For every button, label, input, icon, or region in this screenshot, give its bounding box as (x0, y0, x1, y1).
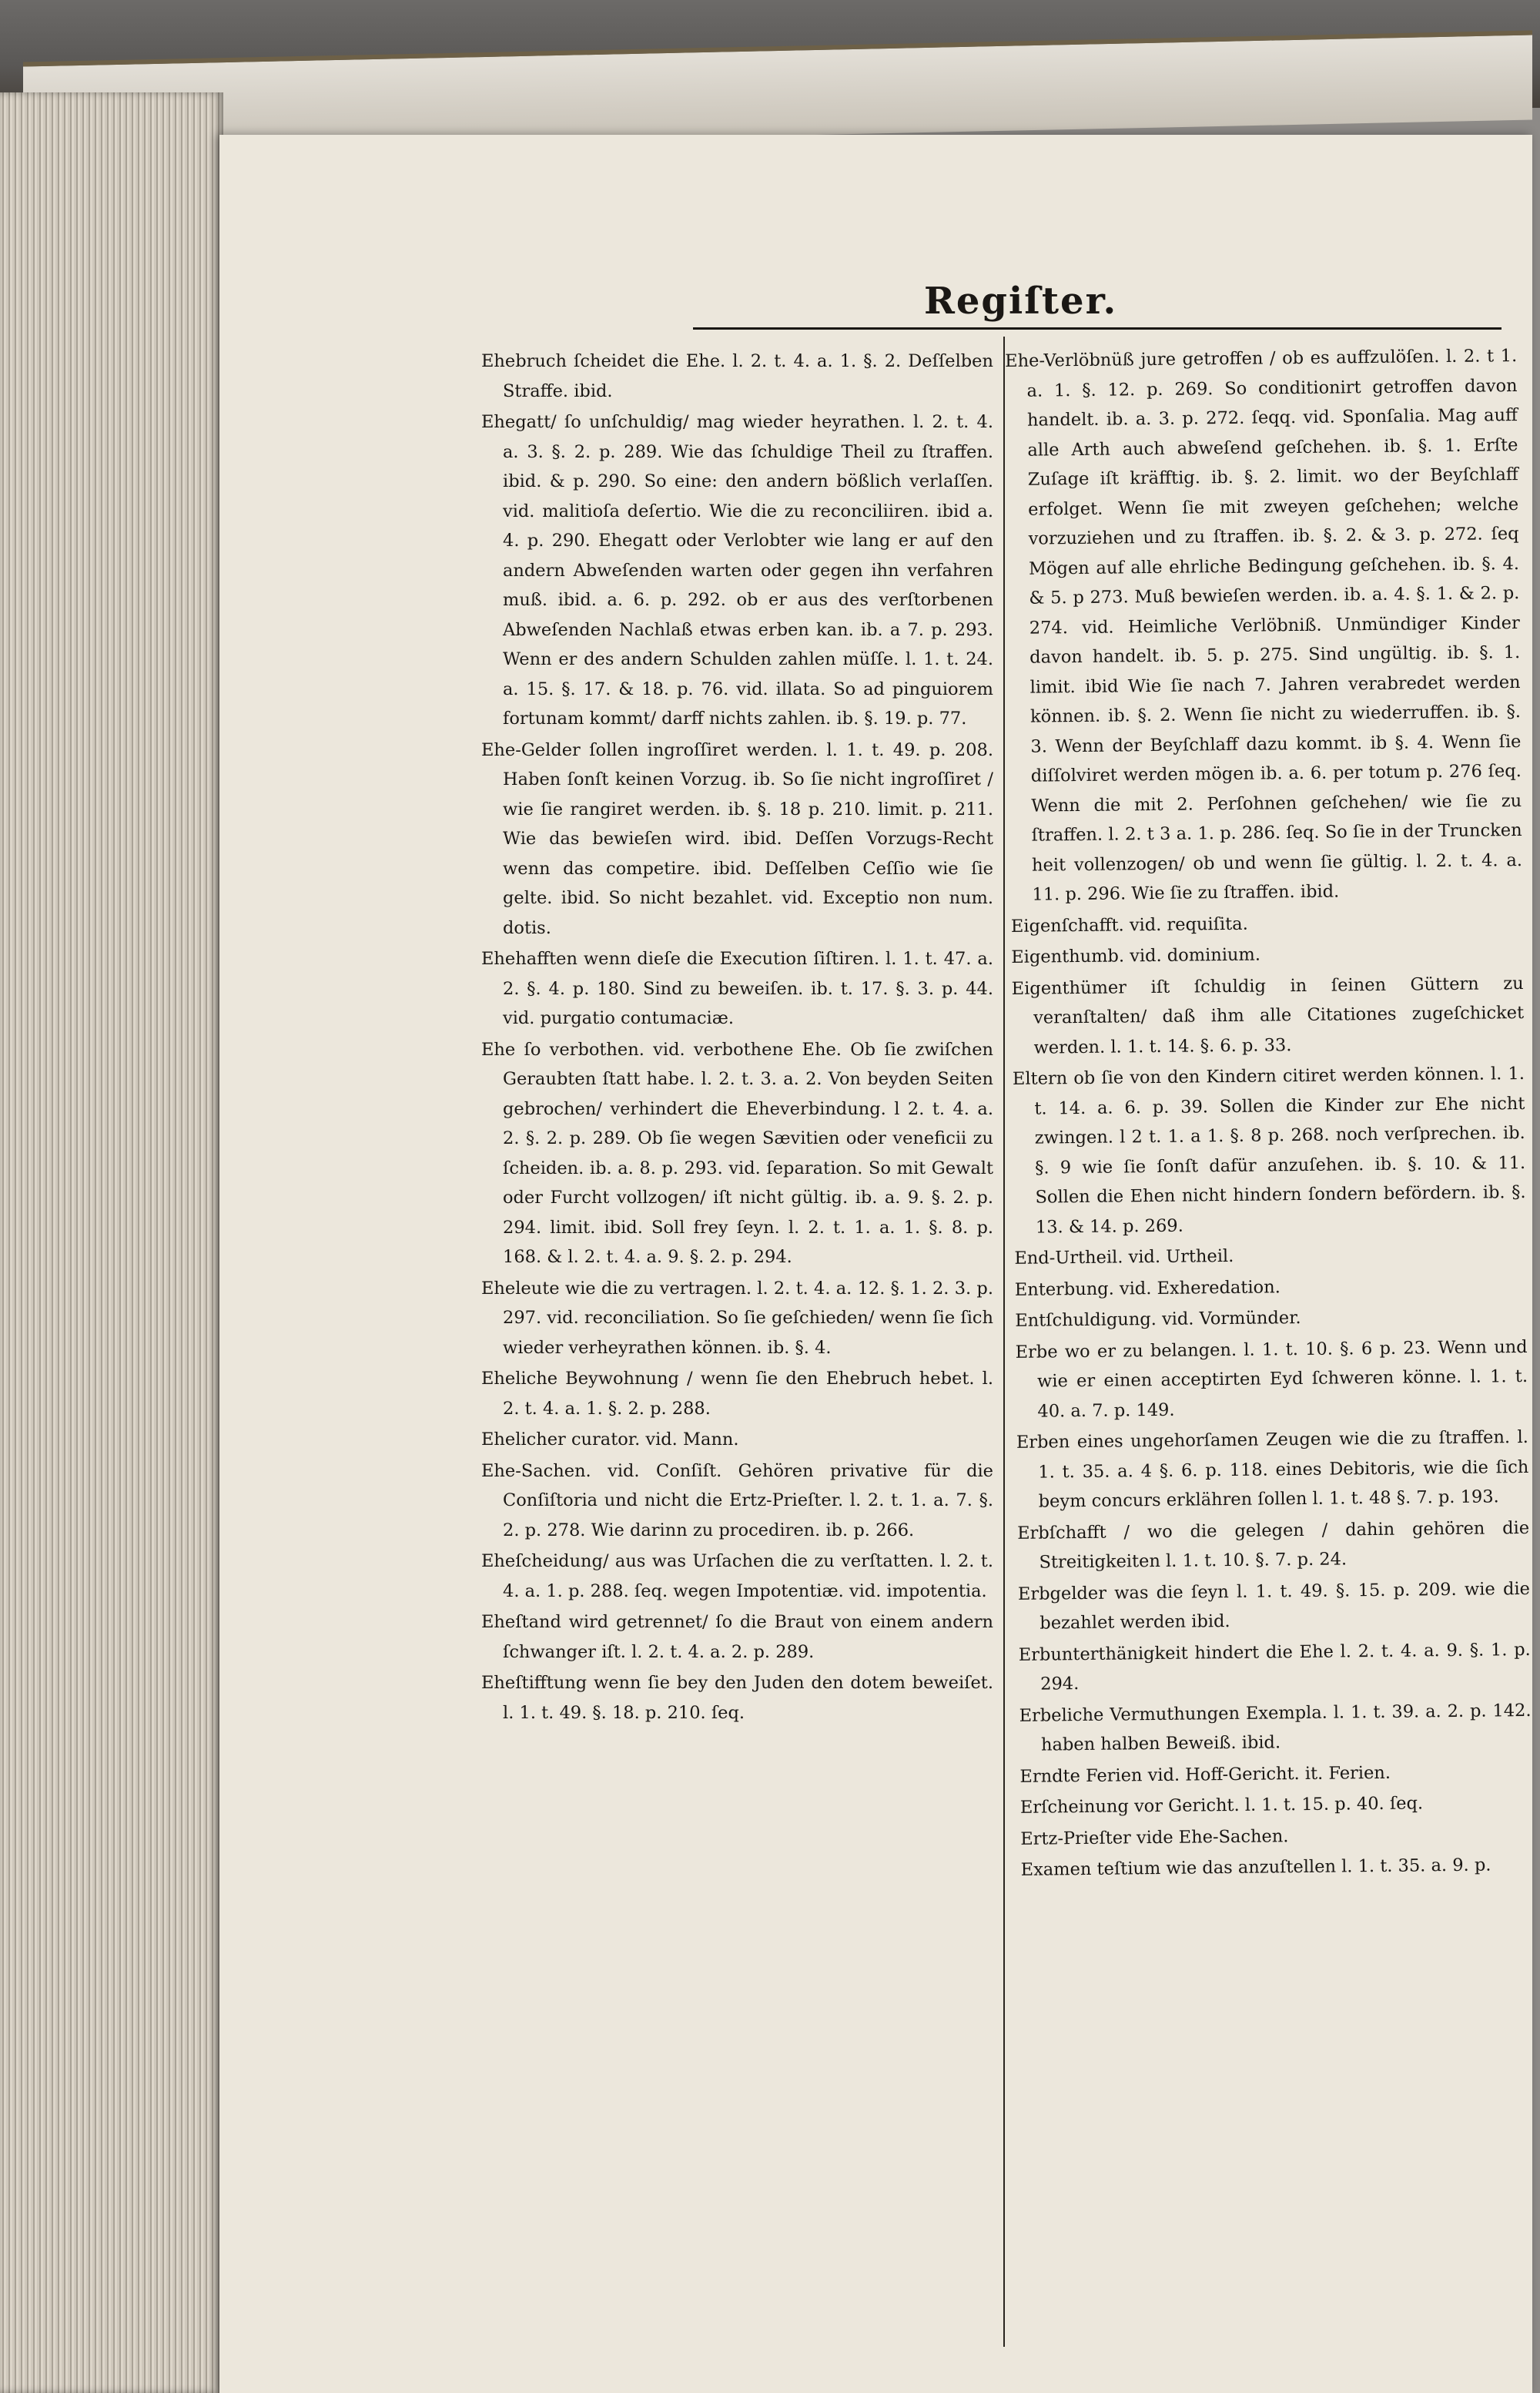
index-entry: Entſchuldigung. vid. Vormünder. (1015, 1308, 1301, 1331)
index-entry: Ehe-Gelder ſollen ingroſſiret werden. l. 1. t. 49. p. 208. Haben ſonſt keinen Vorzug. ib. So ſie nicht ingroſſiret / wie ſie rangiret werden. ib. §. 18 p. 210. limit. p. 211. Wie das bewieſen wird. ibid. Deſſen Vorzugs-Recht wenn das competire. ibid. Deſſelben Ceſſio wie ſie gelte. ibid. So nicht bezahlet. vid. Exceptio non num. dotis. (481, 739, 993, 938)
index-entry: Eheleute wie die zu vertragen. l. 2. t. 4. a. 12. §. 1. 2. 3. p. 297. vid. reconciliation. So ſie geſchieden/ wenn ſie ſich wieder verheyrathen können. ib. §. 4. (481, 1278, 993, 1358)
index-entry: Ertz-Prieſter vide Ehe-Sachen. (1020, 1825, 1289, 1849)
index-entry: Ehegatt/ ſo unſchuldig/ mag wieder heyrathen. l. 2. t. 4. a. 3. §. 2. p. 289. Wie das ſchuldige Theil zu ſtraffen. ibid. & p. 290. So eine: den andern bößlich verlaſſen. vid. malitioſa deſertio. Wie die zu reconciliiren. ibid a. 4. p. 290. Ehegatt oder Verlobter wie lang er auf den andern Abweſenden warten oder gegen ihn verfahren muß. ibid. a. 6. p. 292. ob er aus des verſtorbenen Abweſenden Nachlaß etwas erben kan. ib. a 7. p. 293. Wenn er des andern Schulden zahlen müſſe. l. 1. t. 24. a. 15. §. 17. & 18. p. 76. vid. illata. So ad pinguiorem fortunam kommt/ darff nichts zahlen. ib. §. 19. p. 77. (481, 412, 993, 729)
index-entry: Examen teſtium wie das anzuſtellen l. 1. t. 35. a. 9. p. (1020, 1855, 1491, 1880)
index-entry: Erbgelder was die ſeyn l. 1. t. 49. §. 15. p. 209. wie die bezahlet werden ibid. (1017, 1578, 1531, 1634)
index-entry: Eigenthümer iſt ſchuldig in ſeinen Güttern zu veranſtalten/ daß ihm alle Citationes zugeſchicket werden. l. 1. t. 14. §. 6. p. 33. (1011, 973, 1525, 1058)
index-entry: Erbe wo er zu belangen. l. 1. t. 10. §. 6 p. 23. Wenn und wie er einen acceptirten Eyd ſchweren könne. l. 1. t. 40. a. 7. p. 149. (1015, 1336, 1528, 1422)
index-entry: Enterbung. vid. Exheredation. (1014, 1276, 1281, 1300)
index-entry: End-Urtheil. vid. Urtheil. (1014, 1245, 1234, 1269)
index-entry: Eigenthumb. vid. dominium. (1011, 944, 1261, 967)
index-entry: Ehe ſo verbothen. vid. verbothene Ehe. Ob ſie zwiſchen Geraubten ſtatt habe. l. 2. t. 3. a. 2. Von beyden Seiten gebrochen/ verhindert die Eheverbindung. l 2. t. 4. a. 2. §. 2. p. 289. Ob ſie wegen Sævitien oder veneficii zu ſcheiden. ib. a. 8. p. 293. vid. ſeparation. So mit Gewalt oder Furcht vollzogen/ iſt nicht gültig. ib. a. 9. §. 2. p. 294. limit. ibid. Soll frey ſeyn. l. 2. t. 1. a. 1. §. 8. p. 168. & l. 2. t. 4. a. 9. §. 2. p. 294. (481, 1039, 993, 1267)
index-entry: Eltern ob ſie von den Kindern citiret werden können. l. 1. t. 14. a. 6. p. 39. Sollen die Kinder zur Ehe nicht zwingen. l 2 t. 1. a 1. §. 8 p. 268. noch verſprechen. ib. §. 9 wie ſie ſonſt dafür anzuſehen. ib. §. 10. & 11. Sollen die Ehen nicht hindern ſondern befördern. ib. §. 13. & 14. p. 269. (1012, 1063, 1526, 1238)
index-entry: Ehehafften wenn dieſe die Execution ſiſtiren. l. 1. t. 47. a. 2. §. 4. p. 180. Sind zu beweiſen. ib. t. 17. §. 3. p. 44. vid. purgatio contumaciæ. (481, 949, 993, 1028)
index-entry: Eheſtand wird getrennet/ ſo die Braut von einem andern ſchwanger iſt. l. 2. t. 4. a. 2. p. 289. (481, 1612, 993, 1662)
index-entry: Ehe-Verlöbnüß jure getroffen / ob es auffzulöſen. l. 2. t 1. a. 1. §. 12. p. 269. So conditionirt getroffen davon handelt. ib. a. 3. p. 272. ſeqq. vid. Sponſalia. Mag auff alle Arth auch abweſend geſchehen. ib. §. 1. Erſte Zuſage iſt kräfftig. ib. §. 2. limit. wo der Beyſchlaff erfolget. Wenn ſie mit zweyen geſchehen; welche vorzuziehen und zu ſtraffen. ib. §. 2. & 3. p. 272. ſeq Mögen auf alle ehrliche Bedingung geſchehen. ib. §. 4. & 5. p 273. Muß bewieſen werden. ib. a. 4. §. 1. & 2. p. 274. vid. Heimliche Verlöbniß. Unmündiger Kinder davon handelt. ib. 5. p. 275. Sind ungültig. ib. §. 1. limit. ibid Wie ſie nach 7. Jahren verabredet werden können. ib. §. 2. Wenn ſie nicht zu wiederruffen. ib. §. 3. Wenn der Beyſchlaff dazu kommt. ib §. 4. Wenn ſie diſſolviret werden mögen ib. a. 6. per totum p. 276 ſeq. Wenn die mit 2. Perſohnen geſchehen/ wie ſie zu ſtraffen. l. 2. t 3 a. 1. p. 286. ſeq. So ſie in der Truncken heit vollenzogen/ ob und wenn ſie gültig. l. 2. t. 4. a. 11. p. 296. Wie ſie zu ſtraffen. ibid. (1005, 346, 1523, 905)
column-divider (1003, 337, 1005, 2347)
index-entry: Eheſtifftung wenn ſie bey den Juden den dotem beweiſet. l. 1. t. 49. §. 18. p. 210. ſeq. (481, 1673, 993, 1723)
right-column (1005, 341, 1533, 1886)
index-entry: Eheliche Beywohnung / wenn ſie den Ehebruch hebet. l. 2. t. 4. a. 1. §. 2. p. 288. (481, 1369, 993, 1419)
book-page-edges (0, 92, 223, 2393)
index-entry: Ehelicher curator. vid. Mann. (481, 1429, 739, 1450)
index-entry: Ehebruch ſcheidet die Ehe. l. 2. t. 4. a. 1. §. 2. Deſſelben Straffe. ibid. (481, 351, 993, 401)
index-entry: Erben eines ungehorſamen Zeugen wie die zu ſtraffen. l. 1. t. 35. a. 4 §. 6. p. 118. eines Debitoris, wie die ſich beym concurs erklähren ſollen l. 1. t. 48 §. 7. p. 193. (1016, 1426, 1529, 1512)
index-entry: Ehe-Sachen. vid. Conſiſt. Gehören privative für die Conſiſtoria und nicht die Ertz-Prieſter. l. 2. t. 1. a. 7. §. 2. p. 278. Wie darinn zu procediren. ib. p. 266. (481, 1460, 993, 1540)
index-entry: Eheſcheidung/ aus was Urſachen die zu verſtatten. l. 2. t. 4. a. 1. p. 288. ſeq. wegen Impotentiæ. vid. impotentia. (481, 1551, 993, 1601)
header-rule (693, 327, 1502, 330)
book-page (219, 135, 1532, 2393)
index-entry: Erbeliche Vermuthungen Exempla. l. 1. t. 39. a. 2. p. 142. haben halben Beweiß. ibid. (1019, 1700, 1532, 1755)
index-entry: Erſcheinung vor Gericht. l. 1. t. 15. p. 40. ſeq. (1019, 1793, 1424, 1818)
left-column (481, 347, 993, 1729)
index-entry: Erndte Ferien vid. Hoff-Gericht. it. Ferien. (1019, 1762, 1391, 1787)
index-entry: Eigenſchafft. vid. requiſita. (1010, 913, 1248, 937)
index-entry: Erbſchafft / wo die gelegen / dahin gehören die Streitigkeiten l. 1. t. 10. §. 7. p. 24. (1016, 1517, 1530, 1573)
page-title: Regiſter. (924, 280, 1118, 323)
index-entry: Erbunterthänigkeit hindert die Ehe l. 2. t. 4. a. 9. §. 1. p. 294. (1018, 1639, 1531, 1694)
